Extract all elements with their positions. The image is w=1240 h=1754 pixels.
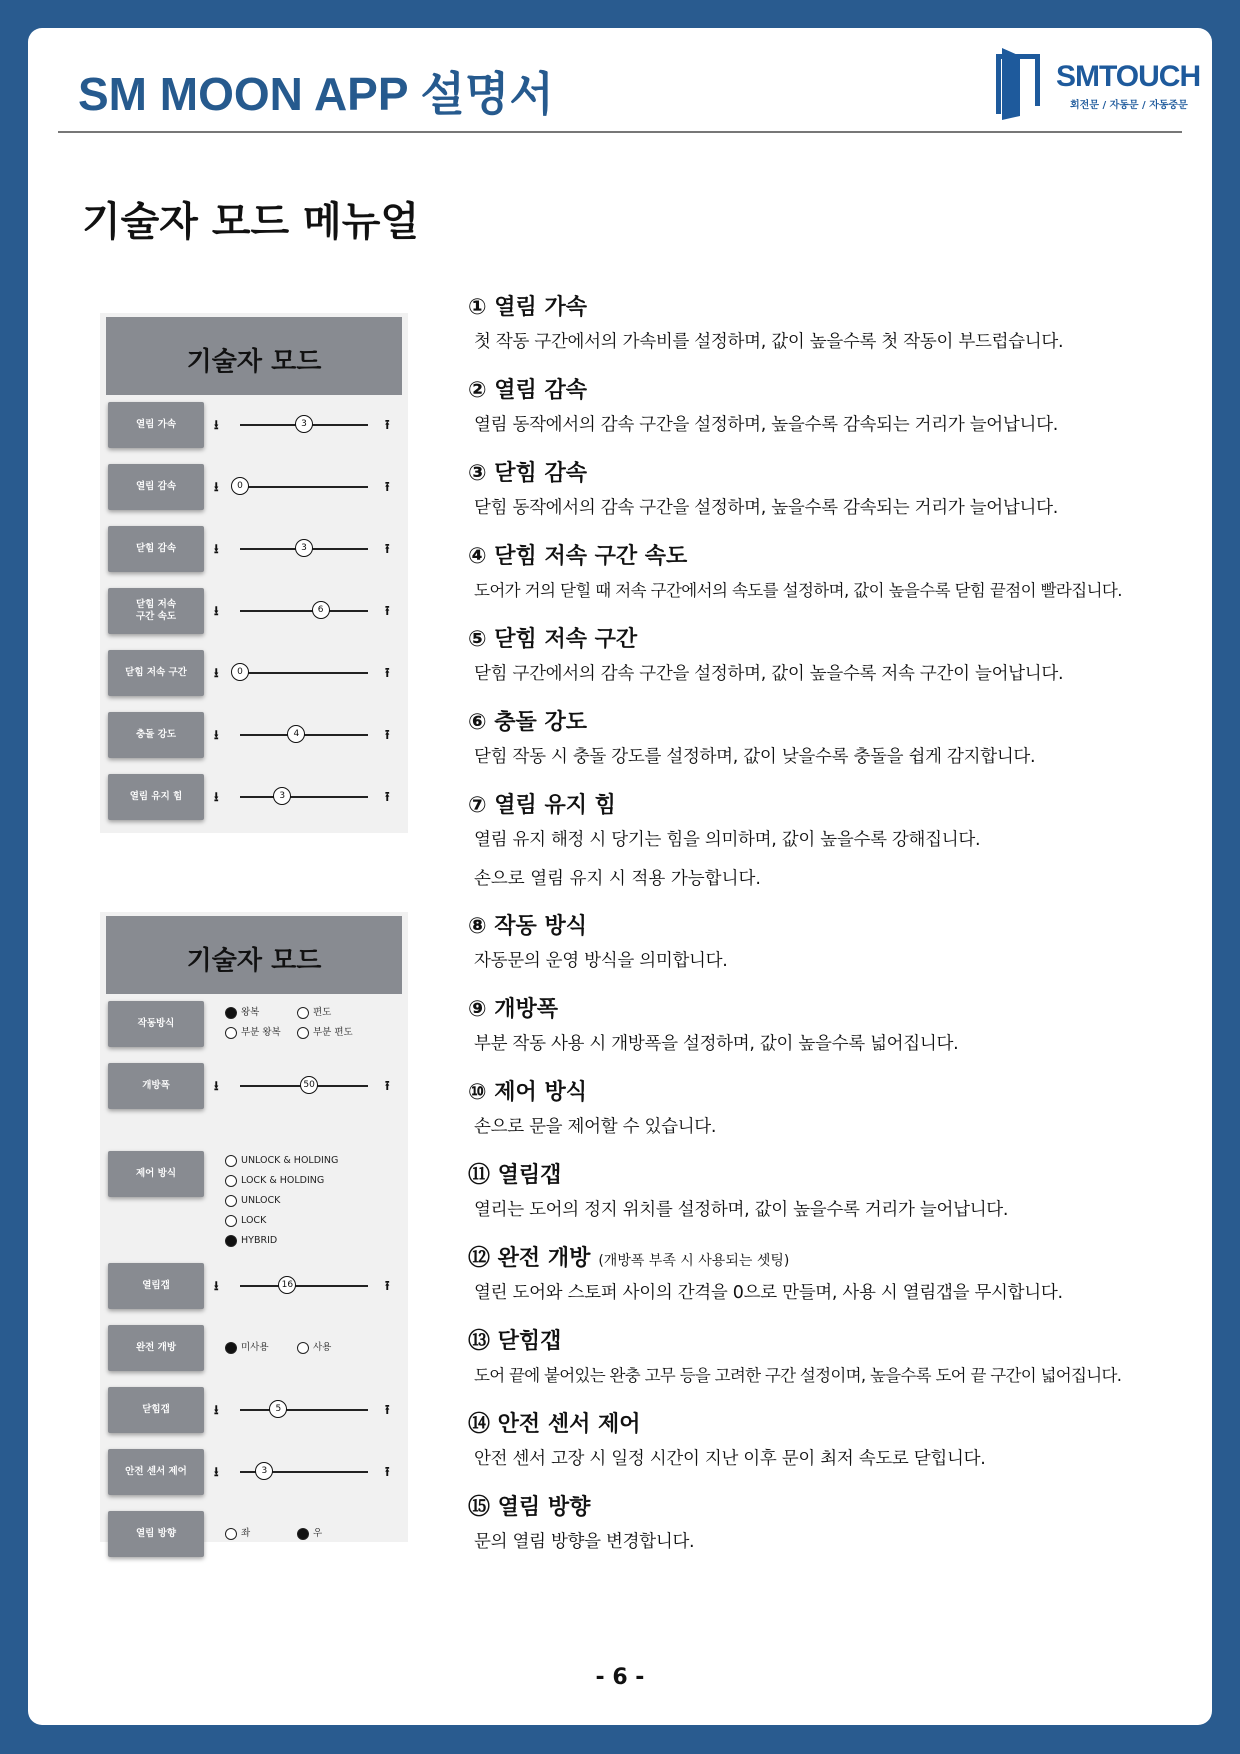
setting-button[interactable]: 충돌 강도 [108,712,204,758]
open-gap-slider[interactable] [240,1280,368,1290]
item-description: 안전 센서 고장 시 일정 시간이 지난 이후 문이 최저 속도로 닫힙니다. [474,1449,986,1469]
list-item [468,1490,1208,1553]
item-description: 도어가 거의 닫힐 때 저속 구간에서의 속도를 설정하며, 값이 높을수록 닫힘 끝점이 빨라집니다. [474,581,1122,600]
section-title: 기술자 모드 메뉴얼 [82,199,419,245]
decrease-icon[interactable]: ⭳ [214,1079,219,1094]
radio-dot-icon [225,1215,237,1227]
slider-thumb[interactable]: 3 [295,415,313,433]
decrease-icon[interactable]: ⭳ [214,542,219,557]
radio-dot-icon [225,1528,237,1540]
slider-thumb[interactable]: 0 [231,663,249,681]
setting-button[interactable]: 닫힘 저속 구간 [108,650,204,696]
setting-slider[interactable] [240,543,368,553]
list-item [468,539,1208,601]
increase-icon[interactable]: ⭱ [385,542,390,557]
slider-thumb[interactable]: 50 [300,1076,318,1094]
radio-hybrid[interactable] [225,1234,277,1248]
setting-slider[interactable] [240,605,368,615]
radio-direction-right[interactable] [297,1527,322,1541]
radio-mode-partial-one-way[interactable] [297,1026,353,1040]
radio-label: 부분 왕복 [241,1027,281,1038]
decrease-icon[interactable]: ⭳ [214,604,219,619]
setting-button[interactable]: 닫힘 저속 구간 속도 [108,588,204,634]
slider-row [100,709,408,761]
item-description: 열리는 도어의 정지 위치를 설정하며, 값이 높을수록 거리가 늘어납니다. [474,1200,1009,1220]
open-width-button[interactable]: 개방폭 [108,1063,204,1109]
item-description: 닫힘 동작에서의 감속 구간을 설정하며, 높을수록 감속되는 거리가 늘어납니다. [474,498,1058,518]
setting-button[interactable]: 열림 가속 [108,402,204,448]
slider-row [100,585,408,637]
increase-icon[interactable]: ⭱ [385,1079,390,1094]
radio-unlock[interactable] [225,1194,280,1208]
list-item [468,1407,1208,1470]
radio-label: 편도 [313,1007,332,1018]
radio-label: 우 [313,1528,323,1539]
radio-dot-icon [297,1007,309,1019]
radio-dot-icon [225,1342,237,1354]
item-description: 열림 유지 해정 시 당기는 힘을 의미하며, 값이 높을수록 강해집니다. [474,830,981,850]
item-title: ② 열림 감속 [468,378,587,403]
row-open-width [100,1060,408,1112]
increase-icon[interactable]: ⭱ [385,604,390,619]
list-item [468,992,1208,1055]
setting-slider[interactable] [240,729,368,739]
decrease-icon[interactable]: ⭳ [214,480,219,495]
radio-dot-icon [297,1027,309,1039]
setting-button[interactable]: 닫힘 감속 [108,526,204,572]
item-description: 첫 작동 구간에서의 가속비를 설정하며, 값이 높을수록 첫 작동이 부드럽습니다. [474,332,1064,352]
list-item [468,909,1208,972]
list-item [468,373,1208,436]
radio-lock[interactable] [225,1214,266,1228]
panel-title: 기술자 모드 [186,347,322,377]
radio-direction-left[interactable] [225,1527,250,1541]
list-item [468,788,1208,890]
item-title: ⑨ 개방폭 [468,997,559,1022]
radio-label: 부분 편도 [313,1027,353,1038]
decrease-icon[interactable]: ⭳ [214,728,219,743]
radio-label: 좌 [241,1528,251,1539]
item-description: 부분 작동 사용 시 개방폭을 설정하며, 값이 높을수록 넓어집니다. [474,1034,959,1054]
increase-icon[interactable]: ⭱ [385,666,390,681]
increase-icon[interactable]: ⭱ [385,480,390,495]
radio-dot-icon [225,1027,237,1039]
item-title: ⑥ 충돌 강도 [468,710,587,735]
radio-mode-one-way[interactable] [297,1006,331,1020]
item-title: ③ 닫힘 감속 [468,461,587,486]
item-title: ⑦ 열림 유지 힘 [468,793,616,818]
item-description: 손으로 문을 제어할 수 있습니다. [474,1117,717,1137]
row-safety-sensor [100,1446,408,1498]
item-title: ⑩ 제어 방식 [468,1080,587,1105]
increase-icon[interactable]: ⭱ [385,1279,390,1294]
increase-icon[interactable]: ⭱ [385,1465,390,1480]
tech-mode-panel-2 [100,912,408,1542]
list-item [468,705,1208,768]
item-title: ⑧ 작동 방식 [468,914,587,939]
document-page [28,28,1212,1725]
radio-label: HYBRID [241,1235,278,1246]
panel-title: 기술자 모드 [186,946,322,976]
radio-mode-partial-round-trip[interactable] [225,1026,281,1040]
radio-label: LOCK & HOLDING [241,1175,325,1186]
radio-label: UNLOCK [241,1195,281,1206]
item-description: 문의 열림 방향을 변경합니다. [474,1532,695,1552]
radio-full-open-used[interactable] [297,1341,331,1355]
row-open-gap [100,1260,408,1312]
row-full-open [100,1322,408,1374]
list-item [468,622,1208,685]
decrease-icon[interactable]: ⭳ [214,790,219,805]
safety-sensor-button[interactable]: 안전 센서 제어 [108,1449,204,1495]
logo-subtitle: 회전문 / 자동문 / 자동중문 [1070,100,1188,111]
header-divider [58,131,1182,133]
slider-row [100,523,408,575]
list-item [468,1241,1208,1304]
increase-icon[interactable]: ⭱ [385,1403,390,1418]
control-method-button[interactable]: 제어 방식 [108,1151,204,1197]
item-title-text: ⑫ 완전 개방 [468,1246,591,1271]
slider-thumb[interactable]: 3 [295,539,313,557]
radio-dot-icon [225,1007,237,1019]
slider-row [100,399,408,451]
open-gap-button[interactable]: 열림갭 [108,1263,204,1309]
item-note: (개방폭 부족 시 사용되는 셋팅) [598,1253,790,1269]
increase-icon[interactable]: ⭱ [385,728,390,743]
setting-slider[interactable] [240,791,368,801]
setting-button[interactable]: 열림 유지 힘 [108,774,204,820]
smtouch-logo [992,46,1201,120]
item-description: 닫힘 작동 시 충돌 강도를 설정하며, 값이 낮을수록 충돌을 쉽게 감지합니다. [474,747,1036,767]
close-gap-slider[interactable] [240,1404,368,1414]
item-description: 자동문의 운영 방식을 의미합니다. [474,951,728,971]
radio-mode-round-trip[interactable] [225,1006,259,1020]
safety-sensor-slider[interactable] [240,1466,368,1476]
setting-slider[interactable] [237,481,368,491]
increase-icon[interactable]: ⭱ [385,790,390,805]
page-number: - 6 - [595,1665,645,1690]
radio-dot-icon [225,1175,237,1187]
slider-thumb[interactable]: 5 [269,1400,287,1418]
item-title: ⑭ 안전 센서 제어 [468,1412,641,1437]
radio-label: UNLOCK & HOLDING [241,1155,339,1166]
increase-icon[interactable]: ⭱ [385,418,390,433]
logo-text: SMTOUCH [1056,60,1201,93]
radio-label: 왕복 [241,1007,260,1018]
list-item [468,1324,1208,1386]
radio-label: 미사용 [241,1342,269,1353]
item-title: ⑮ 열림 방향 [468,1495,591,1520]
decrease-icon[interactable]: ⭳ [214,1279,219,1294]
row-close-gap [100,1384,408,1436]
decrease-icon[interactable]: ⭳ [214,418,219,433]
radio-dot-icon [225,1195,237,1207]
item-title: ⑪ 열림갭 [468,1163,562,1188]
slider-row [100,647,408,699]
list-item [468,1075,1208,1138]
slider-thumb[interactable]: 3 [255,1462,273,1480]
item-description: 닫힘 구간에서의 감속 구간을 설정하며, 값이 높을수록 저속 구간이 늘어납니다. [474,664,1064,684]
setting-slider[interactable] [240,419,368,429]
setting-button[interactable]: 열림 감속 [108,464,204,510]
row-operation-mode [100,998,408,1050]
slider-thumb[interactable]: 6 [312,601,330,619]
list-item [468,1158,1208,1221]
radio-label: 사용 [313,1342,332,1353]
list-item [468,290,1208,353]
item-title: ⑬ 닫힘갭 [468,1329,562,1354]
open-direction-button[interactable]: 열림 방향 [108,1511,204,1557]
radio-unlock-holding[interactable] [225,1154,338,1168]
operation-mode-button[interactable]: 작동방식 [108,1001,204,1047]
radio-dot-icon [225,1235,237,1247]
item-description: 열린 도어와 스토퍼 사이의 간격을 0으로 만들며, 사용 시 열림갭을 무시합니다. [474,1283,1063,1303]
slider-thumb[interactable]: 0 [231,477,249,495]
close-gap-button[interactable]: 닫힘갭 [108,1387,204,1433]
slider-row [100,461,408,513]
full-open-button[interactable]: 완전 개방 [108,1325,204,1371]
radio-lock-holding[interactable] [225,1174,324,1188]
slider-thumb[interactable]: 3 [273,787,291,805]
panel-header [106,317,402,395]
decrease-icon[interactable]: ⭳ [214,666,219,681]
radio-dot-icon [297,1342,309,1354]
row-open-direction [100,1508,408,1560]
open-width-slider[interactable] [240,1080,368,1090]
setting-slider[interactable] [237,667,368,677]
item-title [468,1241,1208,1272]
list-item [468,456,1208,519]
item-title: ① 열림 가속 [468,295,587,320]
item-description: 도어 끝에 붙어있는 완충 고무 등을 고려한 구간 설정이며, 높을수록 도어 끝 구간이 넓어집니다. [474,1366,1122,1385]
radio-full-open-unused[interactable] [225,1341,269,1355]
radio-label: LOCK [241,1215,267,1226]
document-title: SM MOON APP 설명서 [78,68,554,120]
slider-thumb[interactable]: 4 [287,725,305,743]
slider-row [100,771,408,823]
panel-header [106,916,402,994]
slider-thumb[interactable]: 16 [278,1276,296,1294]
item-description-extra: 손으로 열림 유지 시 적용 가능합니다. [474,869,761,889]
radio-dot-icon [297,1528,309,1540]
tech-mode-panel-1 [100,313,408,833]
door-logo-icon [992,46,1052,120]
item-description: 열림 동작에서의 감속 구간을 설정하며, 높을수록 감속되는 거리가 늘어납니다. [474,415,1058,435]
radio-dot-icon [225,1155,237,1167]
item-title: ⑤ 닫힘 저속 구간 [468,627,638,652]
item-title: ④ 닫힘 저속 구간 속도 [468,544,688,569]
decrease-icon[interactable]: ⭳ [214,1465,219,1480]
decrease-icon[interactable]: ⭳ [214,1403,219,1418]
